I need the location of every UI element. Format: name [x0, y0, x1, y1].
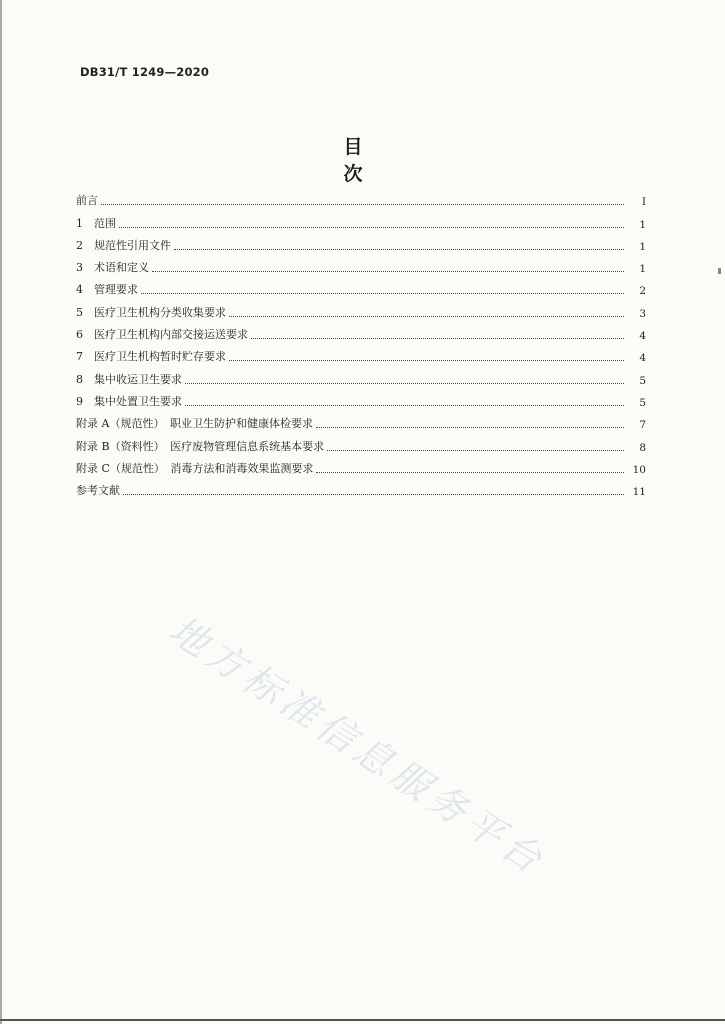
toc-entry-collection-transport[interactable] — [76, 364, 646, 386]
toc-entry-page: 5 — [639, 374, 646, 387]
toc-leader-dots — [185, 405, 624, 406]
toc-entry-page: 11 — [632, 486, 646, 499]
toc-entry-label: 参考文献 — [76, 484, 120, 498]
toc-leader-dots — [229, 316, 624, 317]
toc-entry-page: 7 — [639, 419, 646, 432]
toc-entry-label: 3 术语和定义 — [76, 261, 149, 275]
toc-entry-scope[interactable] — [76, 208, 646, 230]
toc-entry-page: 4 — [639, 330, 646, 343]
toc-entry-label: 4 管理要求 — [76, 283, 138, 297]
toc-leader-dots — [174, 249, 624, 250]
toc-entry-disposal[interactable] — [76, 387, 646, 409]
toc-entry-bibliography[interactable] — [76, 476, 646, 498]
toc-leader-dots — [152, 271, 624, 272]
standard-code: DB31/T 1249—2020 — [80, 65, 210, 79]
toc-entry-temporary-storage[interactable] — [76, 342, 646, 364]
toc-leader-dots — [101, 204, 624, 205]
toc-entry-label: 2 规范性引用文件 — [76, 238, 171, 252]
toc-entry-label: 6 医疗卫生机构内部交接运送要求 — [76, 328, 248, 342]
toc-entry-label: 附录 A（规范性） 职业卫生防护和健康体检要求 — [76, 417, 313, 431]
toc-entry-page: I — [641, 196, 646, 209]
toc-entry-internal-transfer[interactable] — [76, 320, 646, 342]
toc-leader-dots — [251, 338, 624, 339]
toc-entry-appendix-b[interactable] — [76, 431, 646, 453]
toc-entry-appendix-a[interactable] — [76, 409, 646, 431]
toc-entry-page: 8 — [639, 441, 646, 454]
toc-entry-page: 3 — [639, 307, 646, 320]
toc-entry-terms[interactable] — [76, 253, 646, 275]
toc-entry-label: 附录 B（资料性） 医疗废物管理信息系统基本要求 — [76, 439, 325, 453]
toc-entry-label: 7 医疗卫生机构暂时贮存要求 — [76, 350, 226, 364]
table-of-contents — [76, 186, 646, 498]
toc-entry-foreword[interactable] — [76, 186, 646, 208]
toc-entry-page: 1 — [639, 240, 646, 253]
scan-artifact — [718, 268, 721, 274]
toc-leader-dots — [141, 293, 624, 294]
toc-entry-page: 1 — [639, 263, 646, 276]
toc-entry-label: 5 医疗卫生机构分类收集要求 — [76, 305, 226, 319]
scan-edge-left — [0, 0, 2, 1024]
toc-title: 目 次 — [343, 136, 391, 185]
toc-leader-dots — [123, 494, 624, 495]
toc-entry-appendix-c[interactable] — [76, 454, 646, 476]
toc-entry-page: 5 — [639, 396, 646, 409]
toc-entry-normative-references[interactable] — [76, 231, 646, 253]
toc-entry-page: 4 — [639, 352, 646, 365]
toc-entry-label: 9 集中处置卫生要求 — [76, 394, 182, 408]
toc-leader-dots — [327, 450, 624, 451]
toc-leader-dots — [119, 227, 624, 228]
toc-entry-label: 1 范围 — [76, 216, 116, 230]
watermark-text: 地方标准信息服务平台 — [161, 607, 555, 885]
scan-edge-bottom — [0, 1019, 725, 1021]
toc-leader-dots — [316, 427, 624, 428]
toc-entry-classification[interactable] — [76, 297, 646, 319]
toc-entry-page: 10 — [632, 463, 646, 476]
toc-entry-label: 8 集中收运卫生要求 — [76, 372, 182, 386]
toc-entry-management[interactable] — [76, 275, 646, 297]
toc-entry-label: 附录 C（规范性） 消毒方法和消毒效果监测要求 — [76, 461, 314, 475]
toc-entry-page: 1 — [639, 218, 646, 231]
toc-entry-page: 2 — [639, 285, 646, 298]
toc-entry-label: 前言 — [76, 194, 98, 208]
toc-leader-dots — [229, 360, 624, 361]
toc-leader-dots — [316, 472, 624, 473]
toc-leader-dots — [185, 383, 624, 384]
